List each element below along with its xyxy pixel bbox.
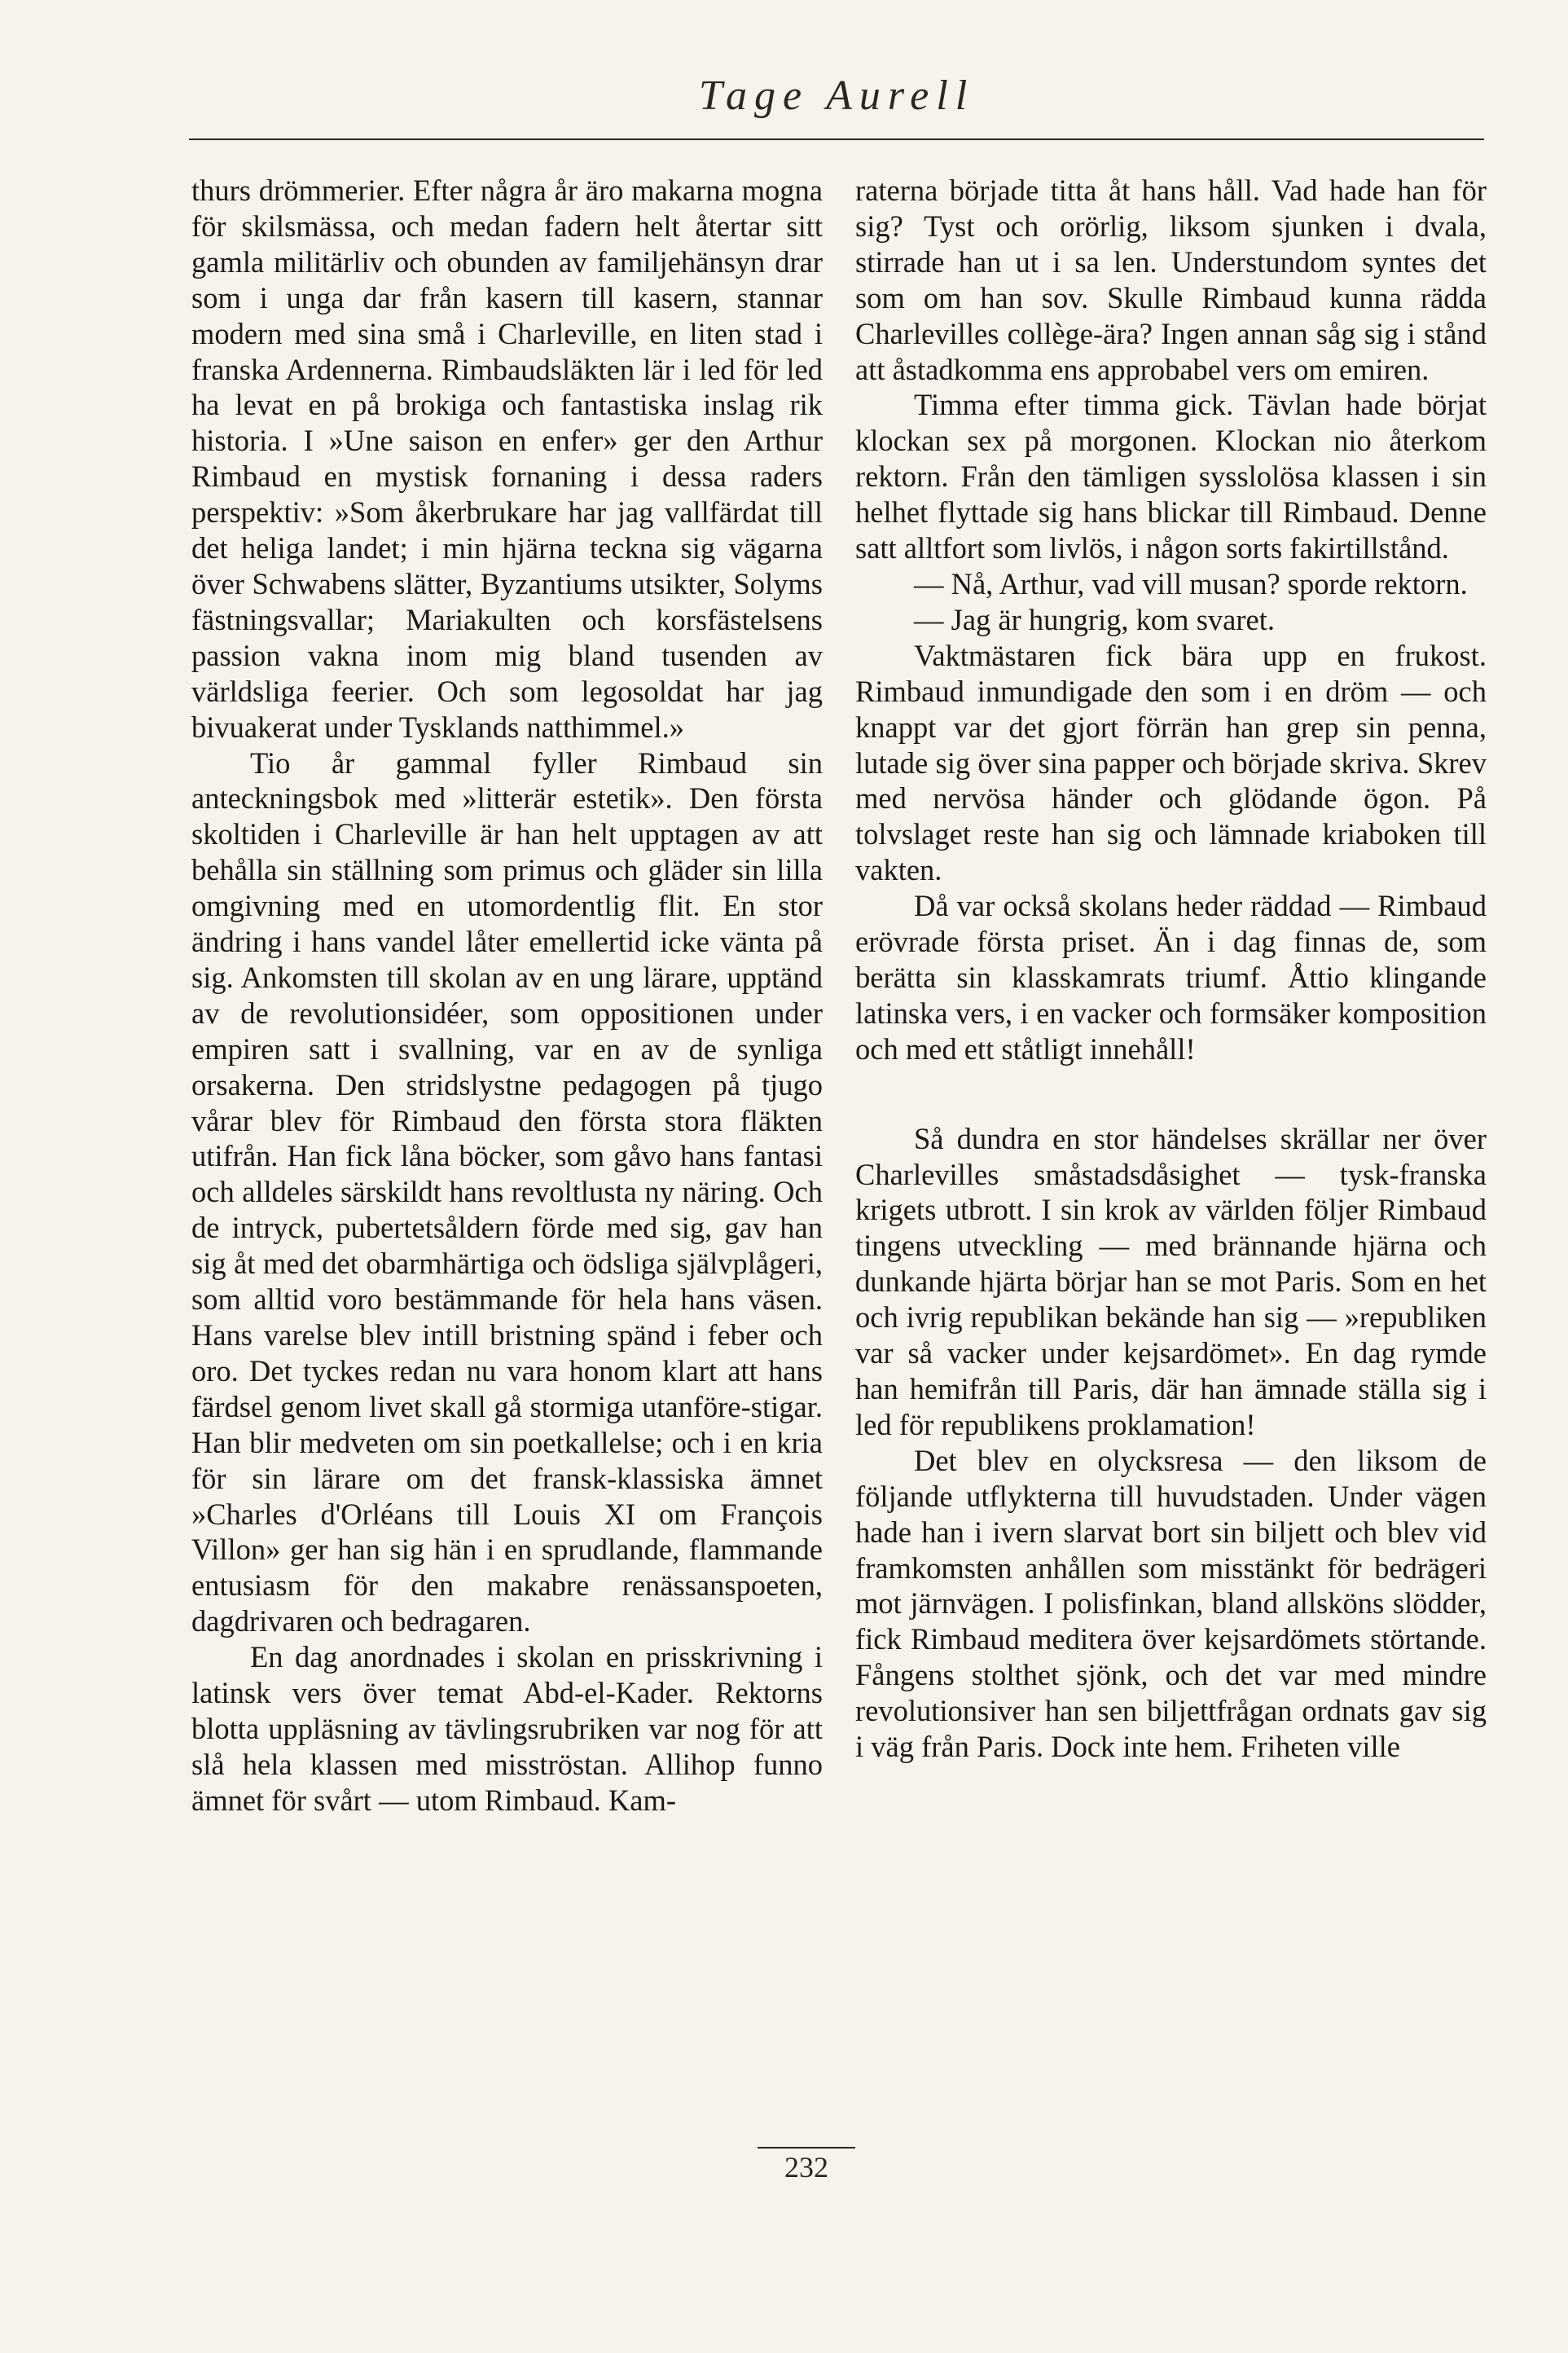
paragraph: Timma efter timma gick. Tävlan hade börjat klockan sex på morgonen. Klockan nio återkom rektorn. Från den tämligen sysslolösa klassen i sin helhet flyttade sig hans blickar till Rimbaud. Denne satt alltfort som livlös, i någon sorts fakirtillstånd. [855,388,1487,565]
right-column [855,173,1487,1765]
running-head-author: Tage Aurell [698,73,975,119]
paragraph: — Jag är hungrig, kom svaret. [914,602,1275,636]
left-column [191,173,823,1819]
paragraph: Så dundra en stor händelses skrällar ner över Charlevilles småstadsdåsighet — tysk-franska krigets utbrott. I sin krok av världen följer Rimbaud tingens utveckling — med brännande hjärna och dunkande hjärta börjar han se mot Paris. Som en het och ivrig republikan bekände han sig — »republiken var så vacker under kejsardömet». En dag rymde han hemifrån till Paris, där han ämnade ställa sig i led för republikens proklamation! [855,1121,1487,1441]
paragraph: raterna började titta åt hans håll. Vad hade han för sig? Tyst och orörlig, liksom sjunken i dvala, stirrade han ut i sa len. Understundom syntes det som om han sov. Skulle Rimbaud kunna rädda Charlevilles collège-ära? Ingen annan såg sig i stånd att åstadkomma ens approbabel vers om emiren. [855,174,1487,386]
paragraph: Tio år gammal fyller Rimbaud sin anteckningsbok med »litterär estetik». Den första skoltiden i Charleville är han helt upptagen av att behålla sin ställning som primus och gläder sin lilla omgivning med en utomordentlig flit. En stor ändring i hans vandel låter emellertid icke vänta på sig. Ankomsten till skolan av en ung lärare, upptänd av de revolutionsidéer, som oppositionen under empiren satt i svallning, var en av de synliga orsakerna. Den stridslystne pedagogen på tjugo vårar blev för Rimbaud den första stora fläkten utifrån. Han fick låna böcker, som gåvo hans fantasi och alldeles särskildt hans revoltlusta ny näring. Och de intryck, pubertetsåldern förde med sig, gav han sig åt med det obarmhärtiga och ödsliga självplågeri, som alltid voro bestämmande för hela hans väsen. Hans varelse blev intill bristning spänd i feber och oro. Det tyckes redan nu vara honom klart att hans färdsel genom livet skall gå stormiga utanföre-stigar. Han blir medveten om sin poetkallelse; och i en kria för sin lärare om det fransk-klassiska ämnet »Charles d'Orléans till Louis XI om François Villon» ger han sig hän i en sprudlande, flammande entusiasm för den makabre renässanspoeten, dagdrivaren och bedragaren. [191,745,823,1638]
paragraph: Det blev en olycksresa — den liksom de följande utflykterna till huvudstaden. Under vägen hade han i ivern slarvat bort sin biljett och blev vid framkomsten anhållen som misstänkt för bedrägeri mot järnvägen. I polisfinkan, bland allsköns slödder, fick Rimbaud meditera över kejsardömets störtande. Fångens stolthet sjönk, och det var med mindre revolutionsiver han sen biljettfrågan ordnats gav sig i väg från Paris. Dock inte hem. Friheten ville [855,1443,1487,1764]
page-number: 232 [758,2147,855,2184]
paragraph: thurs drömmerier. Efter några år äro makarna mogna för skilsmässa, och medan fadern helt återtar sitt gamla militärliv och obunden av familjehänsyn drar som i unga dar från kasern till kasern, stannar modern med sina små i Charleville, en liten stad i franska Ardennerna. Rimbaudsläkten lär i led för led ha levat en på brokiga och fantastiska inslag rik historia. I »Une saison en enfer» ger den Arthur Rimbaud en mystisk fornaning i dessa raders perspektiv: »Som åkerbrukare har jag vallfärdat till det heliga landet; i min hjärna teckna sig vägarna över Schwabens slätter, Byzantiums utsikter, Solyms fästningsvallar; Mariakulten och korsfästelsens passion vakna inom mig bland tusenden av världsliga feerier. Och som legosoldat har jag bivuakerat under Tysklands natthimmel.» [191,174,823,744]
paragraph: En dag anordnades i skolan en prisskrivning i latinsk vers över temat Abd-el-Kader. Rektorns blotta uppläsning av tävlingsrubriken var nog för att slå hela klassen med misströstan. Allihop funno ämnet för svårt — utom Rimbaud. Kam- [191,1640,823,1817]
paragraph: Då var också skolans heder räddad — Rimbaud erövrade första priset. Än i dag finnas de, som berätta sin klasskamrats triumf. Åttio klingande latinska vers, i en vacker och formsäker komposition och med ett ståtligt innehåll! [855,889,1487,1066]
paragraph: — Nå, Arthur, vad vill musan? sporde rektorn. [914,566,1468,600]
header-rule [189,139,1484,140]
paragraph: Vaktmästaren fick bära upp en frukost. Rimbaud inmundigade den som i en dröm — och knappt var det gjort förrän han grep sin penna, lutade sig över sina papper och började skriva. Skrev med nervösa händer och glödande ögon. På tolvslaget reste han sig och lämnade kriaboken till vakten. [855,638,1487,887]
